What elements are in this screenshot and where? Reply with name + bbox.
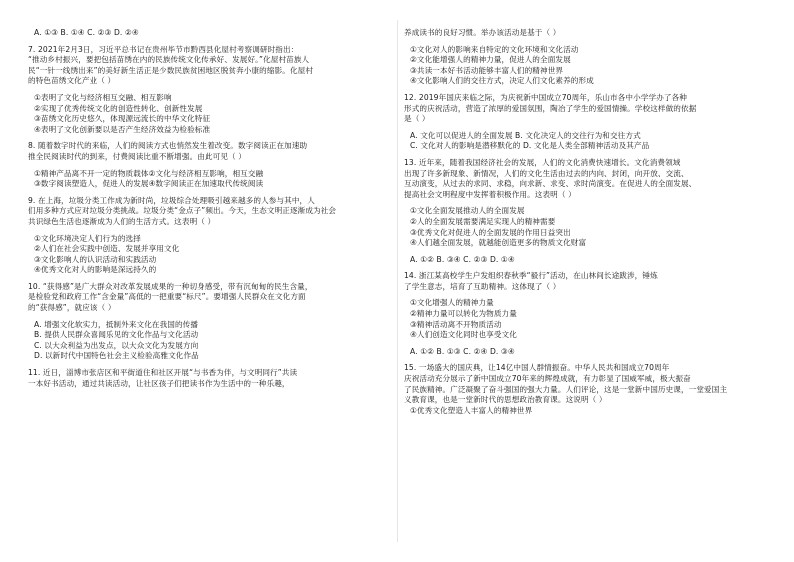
- answer-option-line: A. 文化可以促进人的全面发展 B. 文化决定人的交往行为和交往方式: [410, 130, 641, 140]
- column-divider: [397, 20, 398, 542]
- answer-option-line: ③数字阅读塑造人，促进人的发展④数字阅读正在加速取代传统阅读: [34, 179, 264, 189]
- answer-option-line: ①文化环境决定人们行为的选择: [34, 233, 141, 243]
- question-text-line: 出现了许多新现象、新情况，人们的文化生活由过去的内向、封闭，向开放、交流、: [404, 168, 689, 178]
- question-text-line: 是（ ）: [404, 114, 430, 124]
- answer-option-line: C. 文化对人的影响是潜移默化的 D. 文化是人类全部精神活动及其产品: [410, 141, 650, 151]
- question-text-line: 们用多种方式应对垃圾分类挑战。垃圾分类“金点子”频出。今天，生态文明正逐渐成为社会: [28, 206, 337, 216]
- answer-option-line: ④人们越全面发展，就越能创造更多的物质文化财富: [410, 238, 587, 248]
- question-text-line: 的“获得感”，就应该（ ）: [28, 303, 116, 313]
- answer-option-line: ②人们在社会实践中创造、发展并享用文化: [34, 244, 180, 254]
- question-text-line: 是检验党和政府工作“含金量”高低的一把重要“标尺”。要增强人民群众在文化方面: [28, 292, 306, 302]
- question-text-line: 义教育课，也是一堂新时代的思想政治教育课。这说明（ ）: [404, 395, 607, 405]
- answer-option-line: ①文化增强人的精神力量: [410, 298, 494, 308]
- question-text-line: 共识绿色生活也逐渐成为人们的生活方式。这表明（ ）: [28, 216, 216, 226]
- answer-option-line: ②人的全面发展需要满足实现人的精神需要: [410, 216, 556, 226]
- answer-option-line: ②实现了优秀传统文化的创造性转化、创新性发展: [34, 103, 203, 113]
- right-column: [404, 28, 760, 416]
- question-text-line: 15. 一场盛大的国庆典，让14亿中国人群情振奋。中华人民共和国成立70周年: [404, 363, 670, 373]
- question-text-line: “推动乡村振兴，要把包括苗绣在内的民族传统文化传承好、发展好。”化屋村苗族人: [28, 55, 310, 65]
- question-text-line: 的特色苗绣文化产业（ ）: [28, 76, 116, 86]
- question-text-line: 12. 2019年国庆来临之际，为庆祝新中国成立70周年，乐山市各中小学学办了各种: [404, 92, 687, 102]
- answer-option-line: D. 以新时代中国特色社会主义检验高雅文化作品: [34, 351, 199, 361]
- question-text-line: 8. 随着数字时代的来临，人们的阅读方式也悄然发生着改变。数字阅读正在加速助: [28, 141, 308, 151]
- answer-option-line: ①文化全面发展推动人的全面发展: [410, 206, 525, 216]
- answer-option-line: ③共读一本好书活动能够丰富人们的精神世界: [410, 65, 564, 75]
- question-text-line: 9. 在上海，垃圾分类工作成为新时尚，垃圾综合处理吸引越来越多的人参与其中，人: [28, 195, 315, 205]
- question-text-line: 一本好书活动，通过共读活动，让社区孩子们把读书作为生活中的一种乐趣，: [28, 378, 290, 388]
- answer-option-line: C. 以大众利益为出发点，以大众文化为发展方向: [34, 340, 199, 350]
- answer-option-line: ②精神力量可以转化为物质力量: [410, 309, 517, 319]
- answer-option-line: ④表明了文化创新要以是否产生经济效益为检验标准: [34, 124, 211, 134]
- question-text-line: 提高社会文明程度中发挥着积极作用。这表明（ ）: [404, 189, 576, 199]
- answer-option-line: ③苗绣文化历史悠久，体现源远流长的中华文化特征: [34, 114, 211, 124]
- question-text-line: 13. 近年来，随着我国经济社会的发展，人们的文化消费快速增长。文化消费领域: [404, 157, 681, 167]
- question-text-line: 了民族精神。广泛凝聚了奋斗强国的强大力量。人们评论，这是一堂新中国历史课，一堂爱国主: [404, 384, 728, 394]
- question-text-line: 11. 近日，淄博市张店区和平街道住和社区开展“与书香为伴，与文明同行”共读: [28, 368, 298, 378]
- question-text-line: 7. 2021年2月3日，习近平总书记在贵州毕节市黔西县化屋村考察调研时指出：: [28, 44, 299, 54]
- answer-option-line: ①表明了文化与经济相互交融、相互影响: [34, 92, 172, 102]
- answer-option-line: ①文化对人的影响来自特定的文化环境和文化活动: [410, 44, 579, 54]
- question-text-line: 推全民阅读时代的到来，付费阅读比重不断增强。由此可见（ ）: [28, 151, 246, 161]
- answer-option-line: ③优秀文化对促进人的全面发展的作用日益突出: [410, 227, 571, 237]
- answer-option-line: A. 增强文化软实力，抵制外来文化在我国的传播: [34, 319, 199, 329]
- answer-option-line: ④人们创造文化同时也享受文化: [410, 330, 517, 340]
- answer-option-line: ①优秀文化塑造人丰富人的精神世界: [410, 405, 533, 415]
- answer-option-line: ③文化影响人的认识活动和实践活动: [34, 254, 157, 264]
- question-text-line: 互动演变，从过去的求同、求稳，向求新、求变、求时尚演变。在促进人的全面发展、: [404, 179, 697, 189]
- left-column: [28, 28, 384, 389]
- answer-option-line: ①精神产品离不开一定的物质载体②文化与经济相互影响，相互交融: [34, 168, 264, 178]
- answer-option-line: A. ①② B. ③④ C. ②③ D. ①④: [410, 254, 515, 264]
- answer-option-line: ②文化能增强人的精神力量，促进人的全面发展: [410, 55, 571, 65]
- question-text-line: 14. 浙江某高校学生户发组织春秋季“毅行”活动，在山林间长途跋涉，锤炼: [404, 271, 658, 281]
- question-text-line: 形式的庆祝活动，营造了浓厚的爱国氛围，陶冶了学生的爱国情操。学校这样做的依据: [404, 103, 697, 113]
- answer-option-line: A. ①② B. ①③ C. ②④ D. ③④: [410, 346, 515, 356]
- answer-option-line: B. 提供人民群众喜闻乐见的文化作品与文化活动: [34, 330, 199, 340]
- question-text-line: 了学生意志，培育了互助精神。这体现了（ ）: [404, 281, 561, 291]
- answer-option-line: ④优秀文化对人的影响是深远持久的: [34, 265, 157, 275]
- answer-option-line: A. ①③ B. ①④ C. ②③ D. ②④: [34, 28, 139, 37]
- answer-option-line: ③精神活动离不开物质活动: [410, 319, 502, 329]
- question-text-line: 养成读书的良好习惯。举办该活动是基于（ ）: [404, 28, 561, 37]
- answer-option-line: ④文化影响人们的交往方式，决定人们文化素养的形成: [410, 76, 594, 86]
- question-text-line: 民“一针一线绣出来”的美好新生活正是少数民族贫困地区脱贫奔小康的缩影。化屋村: [28, 65, 314, 75]
- question-text-line: 10. “获得感”是广大群众对改革发展成果的一种切身感受，带有沉甸甸的民生含量，: [28, 281, 313, 291]
- question-text-line: 庆祝活动充分展示了新中国成立70年来的辉煌成就，有力彰显了国威军威，极大振奋: [404, 374, 691, 384]
